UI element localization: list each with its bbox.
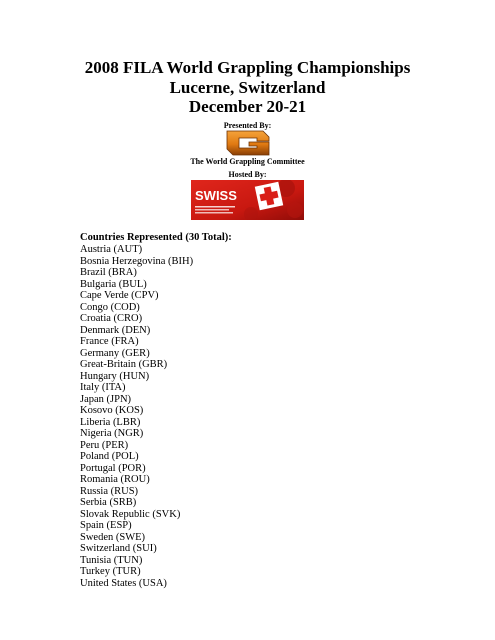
title-line-1: 2008 FILA World Grappling Championships	[84, 58, 411, 77]
list-item: Cape Verde (CPV)	[80, 290, 159, 301]
list-item: United States (USA)	[80, 577, 167, 589]
list-item: Hungary (HUN)	[80, 370, 150, 382]
hosted-by-label: Hosted By:	[228, 170, 267, 179]
list-item: Romania (ROU)	[80, 474, 150, 485]
list-item: Russia (RUS)	[80, 485, 139, 497]
country-list	[80, 244, 193, 589]
list-item: Brazil (BRA)	[80, 267, 137, 278]
swiss-logo-text: SWISS	[195, 188, 237, 203]
list-item: France (FRA)	[80, 336, 139, 347]
list-item: Bulgaria (BUL)	[80, 278, 147, 290]
list-item: Great-Britain (GBR)	[80, 359, 168, 370]
title-line-3: December 20-21	[188, 97, 307, 116]
list-item: Kosovo (KOS)	[80, 405, 144, 416]
list-item: Italy (ITA)	[80, 382, 126, 393]
list-item: Denmark (DEN)	[80, 324, 151, 336]
list-item: Spain (ESP)	[80, 520, 132, 531]
list-item: Peru (PER)	[80, 439, 129, 451]
presenter-organization: The World Grappling Committee	[190, 157, 305, 166]
list-item: Japan (JPN)	[80, 393, 132, 405]
list-item: Switzerland (SUI)	[80, 543, 157, 554]
list-item: Turkey (TUR)	[80, 566, 141, 577]
grappling-g-logo-icon	[225, 129, 271, 157]
countries-heading: Countries Represented (30 Total):	[80, 232, 232, 243]
list-item: Bosnia Herzegovina (BIH)	[80, 255, 194, 267]
list-item: Nigeria (NGR)	[80, 428, 144, 439]
list-item: Tunisia (TUN)	[80, 554, 143, 566]
list-item: Germany (GER)	[80, 347, 150, 359]
list-item: Slovak Republic (SVK)	[80, 508, 181, 520]
swiss-committee-logo-icon	[191, 180, 304, 220]
list-item: Liberia (LBR)	[80, 416, 141, 428]
list-item: Congo (COD)	[80, 301, 140, 313]
presented-by-label: Presented By:	[223, 121, 272, 130]
list-item: Portugal (POR)	[80, 462, 146, 474]
list-item: Poland (POL)	[80, 451, 139, 462]
list-item: Austria (AUT)	[80, 244, 143, 255]
list-item: Croatia (CRO)	[80, 313, 143, 324]
list-item: Sweden (SWE)	[80, 531, 146, 543]
title-line-2: Lucerne, Switzerland	[169, 78, 326, 97]
list-item: Serbia (SRB)	[80, 497, 137, 508]
